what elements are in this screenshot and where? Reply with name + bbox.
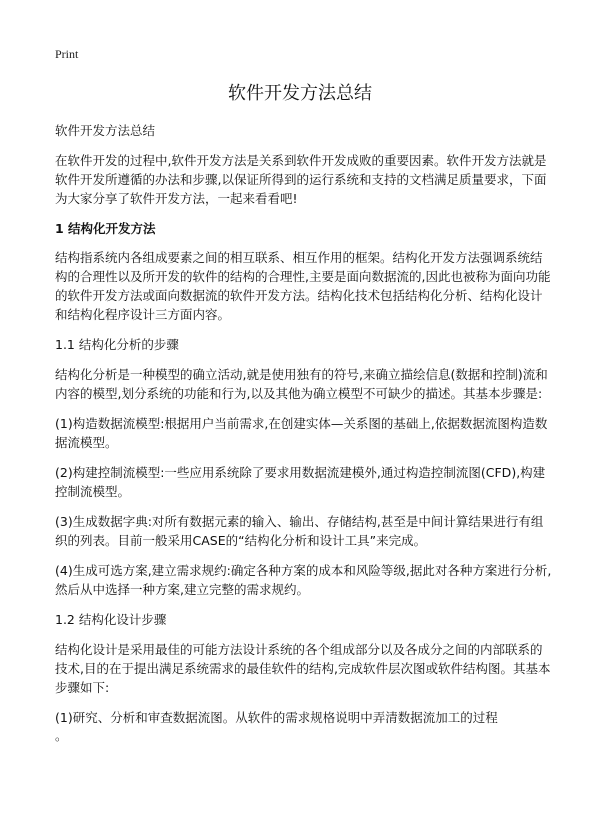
page-title: 软件开发方法总结 [228,83,372,104]
section-heading-structured-design-steps: 1.2 结构化设计步骤 [55,612,167,627]
section-heading-structured-development: 1 结构化开发方法 [55,221,156,236]
section-paragraph-structured-development: 结构指系统内各组成要素之间的相互联系、相互作用的框架。结构化开发方法强调系统结构的合理性以及所开发的软件的结构的合理性,主要是面向数据流的,因此也被称为面向功能的软件开发方法或面向数据流的软件开发方法。结构化技术包括结构化分析、结构化设计和结构化程序设计三方面内容。 [55,250,551,322]
analysis-step-4: (4)生成可选方案,建立需求规约:确定各种方案的成本和风险等级,据此对各种方案进行分析,然后从中选择一种方案,建立完整的需求规约。 [55,563,552,597]
analysis-step-1: (1)构造数据流模型:根据用户当前需求,在创建实体—关系图的基础上,依据数据流图构造数据流模型。 [55,416,548,450]
analysis-step-2: (2)构建控制流模型:一些应用系统除了要求用数据流建模外,通过构造控制流图(CFD),构建控制流模型。 [55,465,546,499]
intro-paragraph: 在软件开发的过程中,软件开发方法是关系到软件开发成败的重要因素。软件开发方法就是软件开发所遵循的办法和步骤,以保证所得到的运行系统和支持的文档满足质量要求，下面为大家分享了软件开发方法，一起来看看吧! [55,153,547,206]
analysis-step-3: (3)生成数据字典:对所有数据元素的输入、输出、存储结构,甚至是中间计算结果进行有组织的列表。目前一般采用CASE的“结构化分析和设计工具”来完成。 [55,514,544,548]
section-paragraph-structured-design: 结构化设计是采用最佳的可能方法设计系统的各个组成部分以及各成分之间的内部联系的技术,目的在于提出满足系统需求的最佳软件的结构,完成软件层次图或软件结构图。其基本步骤如下: [55,642,551,695]
section-heading-structured-analysis-steps: 1.1 结构化分析的步骤 [55,337,179,352]
design-step-1-ending: 。 [55,728,68,743]
document-body [55,121,553,745]
print-label: Print [55,47,79,61]
design-step-1: (1)研究、分析和审查数据流图。从软件的需求规格说明中弄清数据流加工的过程 [55,710,498,725]
document-subtitle: 软件开发方法总结 [55,123,156,138]
section-paragraph-structured-analysis: 结构化分析是一种模型的确立活动,就是使用独有的符号,来确立描绘信息(数据和控制)流和内容的模型,划分系统的功能和行为,以及其他为确立模型不可缺少的描述。其基本步骤是: [55,367,548,401]
